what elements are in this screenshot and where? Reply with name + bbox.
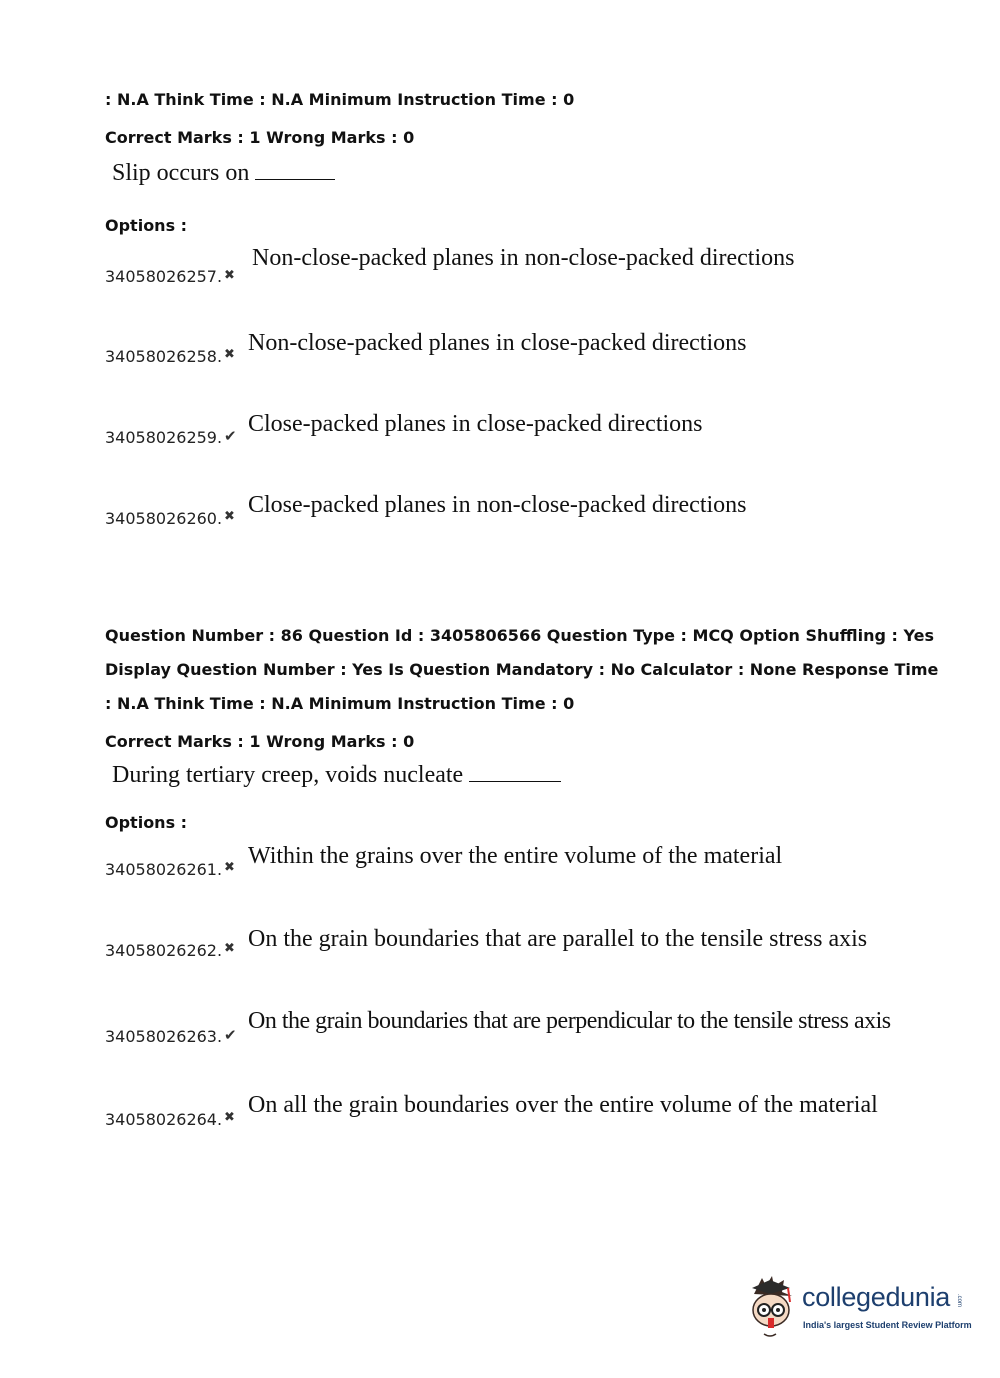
option-id: 34058026263. xyxy=(105,1027,223,1046)
option-id: 34058026258. xyxy=(105,347,223,366)
option-text: On the grain boundaries that are parallel to the tensile stress axis xyxy=(248,926,868,952)
option-id: 34058026257. xyxy=(105,267,223,286)
wrong-icon: ✖ xyxy=(224,1110,235,1125)
q85-marks: Correct Marks : 1 Wrong Marks : 0 xyxy=(105,128,415,147)
wrong-icon: ✖ xyxy=(224,860,235,875)
q85-options-label: Options : xyxy=(105,216,188,235)
answer-blank xyxy=(469,763,561,782)
check-icon: ✔ xyxy=(224,1026,237,1044)
q86-meta-question: Question Number : 86 Question Id : 3405806566 Question Type : MCQ Option Shuffling : Yes xyxy=(105,626,935,645)
option-text: On all the grain boundaries over the entire volume of the material xyxy=(248,1092,878,1118)
logo-suffix: .com xyxy=(956,1294,962,1308)
answer-blank xyxy=(255,161,335,180)
q86-question-text: During tertiary creep, voids nucleate xyxy=(112,762,561,789)
wrong-icon: ✖ xyxy=(224,347,235,362)
student-mascot-icon xyxy=(740,1272,800,1342)
collegedunia-logo xyxy=(740,1272,970,1342)
check-icon: ✔ xyxy=(224,427,237,445)
option-id: 34058026264. xyxy=(105,1110,223,1129)
option-id: 34058026260. xyxy=(105,509,223,528)
logo-name: collegedunia xyxy=(802,1282,951,1312)
q86-meta-display: Display Question Number : Yes Is Question Mandatory : No Calculator : None Response Time xyxy=(105,660,939,679)
wrong-icon: ✖ xyxy=(224,509,235,524)
wrong-icon: ✖ xyxy=(224,941,235,956)
option-text: Within the grains over the entire volume of the material xyxy=(248,843,783,869)
option-text: Close-packed planes in non-close-packed directions xyxy=(248,492,747,518)
q85-question-text: Slip occurs on xyxy=(112,160,335,187)
option-id: 34058026262. xyxy=(105,941,223,960)
q86-marks: Correct Marks : 1 Wrong Marks : 0 xyxy=(105,732,415,751)
option-text: On the grain boundaries that are perpendicular to the tensile stress axis xyxy=(248,1008,891,1034)
q86-options-label: Options : xyxy=(105,813,188,832)
option-text: Non-close-packed planes in close-packed directions xyxy=(248,330,747,356)
option-id: 34058026261. xyxy=(105,860,223,879)
q85-meta-time: : N.A Think Time : N.A Minimum Instruction Time : 0 xyxy=(105,90,575,109)
logo-tagline: India's largest Student Review Platform xyxy=(803,1320,972,1330)
option-id: 34058026259. xyxy=(105,428,223,447)
option-text: Non-close-packed planes in non-close-packed directions xyxy=(252,245,795,271)
option-text: Close-packed planes in close-packed directions xyxy=(248,411,703,437)
wrong-icon: ✖ xyxy=(224,268,235,283)
q86-meta-time: : N.A Think Time : N.A Minimum Instruction Time : 0 xyxy=(105,694,575,713)
